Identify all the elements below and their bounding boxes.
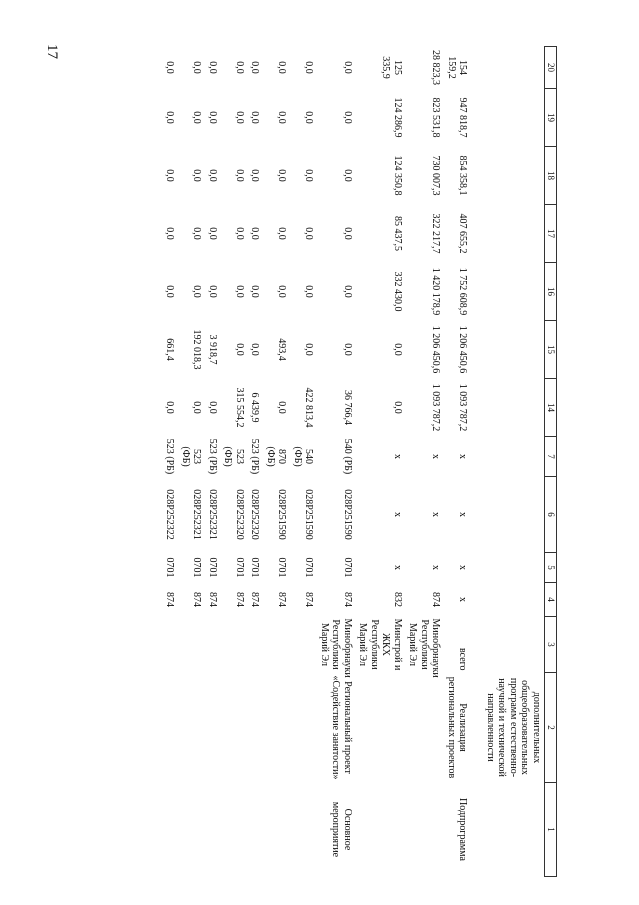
cell-c3: Минобрнауки Республики Марий Эл	[319, 618, 353, 678]
table-row	[220, 47, 247, 877]
cell-c7: х	[457, 454, 469, 459]
cell-c18: 0,0	[234, 169, 245, 182]
cell-c7: 523 (РБ)	[249, 438, 261, 475]
table-row	[263, 47, 290, 877]
cell-c2	[247, 673, 263, 783]
cell-c20: 0,0	[191, 61, 203, 74]
cell-c2	[205, 673, 221, 783]
cell-c14: 36 766,4	[342, 390, 353, 425]
cell-c14: 0,0	[164, 401, 176, 414]
cell-c14: 0,0	[207, 401, 218, 414]
cell-c16: 1 420 178,9	[430, 267, 442, 316]
col-header-15: 15	[545, 321, 557, 379]
cell-c16: 0,0	[234, 285, 245, 298]
table-row	[205, 47, 221, 877]
cell-c2	[220, 673, 247, 783]
cell-col2-continuation: дополнительных общеобразовательных программ естественно-научной и технической направленности	[485, 677, 542, 778]
cell-c14: 0,0	[276, 401, 288, 414]
col-header-2: 2	[545, 673, 557, 783]
cell-c1	[178, 783, 205, 877]
cell-c14: 315 554,2	[234, 387, 245, 428]
budget-table	[162, 46, 557, 877]
cell-c4: 874	[276, 592, 288, 607]
cell-c19: 947 818,7	[457, 97, 469, 138]
cell-c4: 874	[207, 592, 218, 607]
cell-c1	[162, 783, 178, 877]
table-row	[355, 47, 405, 877]
cell-c3	[162, 617, 178, 673]
cell-c4: 874	[234, 592, 245, 607]
col-header-4: 4	[545, 583, 557, 617]
cell-c19: 124 286,9	[392, 97, 403, 138]
cell-c4: 874	[249, 592, 261, 607]
cell-c6: 028P251590	[303, 489, 315, 540]
cell-c15: 0,0	[392, 343, 403, 356]
table-row	[444, 47, 471, 877]
cell-c5: 0701	[249, 557, 261, 578]
col-header-1: 1	[545, 783, 557, 877]
cell-c18: 0,0	[276, 169, 288, 182]
cell-c16: 0,0	[276, 285, 288, 298]
cell-c2	[290, 673, 317, 783]
cell-c20: 125 335,9	[380, 56, 403, 79]
table-body	[162, 47, 545, 877]
cell-c6: х	[457, 512, 469, 517]
cell-c7: 540 (РБ)	[342, 438, 353, 475]
cell-c16: 0,0	[164, 285, 176, 298]
cell-c17: 0,0	[249, 227, 261, 240]
cell-c16: 332 430,0	[392, 271, 403, 312]
cell-c5: 0701	[164, 557, 176, 578]
cell-c15: 0,0	[249, 343, 261, 356]
cell-c20: 0,0	[234, 61, 245, 74]
table-row-continuation	[471, 47, 545, 877]
cell-c16: 0,0	[207, 285, 218, 298]
cell-c20: 0,0	[164, 61, 176, 74]
cell-c3	[290, 617, 317, 673]
cell-c5: х	[392, 565, 403, 570]
cell-c1: Основное мероприятие	[330, 801, 353, 858]
cell-c15: 493,4	[276, 338, 288, 361]
cell-c2	[355, 673, 405, 783]
cell-c18: 0,0	[342, 169, 353, 182]
cell-c17: 0,0	[164, 227, 176, 240]
cell-c6: 028P251590	[276, 489, 288, 540]
cell-c19: 0,0	[207, 111, 218, 124]
cell-c18: 0,0	[303, 169, 315, 182]
cell-c6: х	[430, 512, 442, 517]
cell-c14: 0,0	[392, 401, 403, 414]
cell-c18: 124 350,8	[392, 155, 403, 196]
cell-c18: 0,0	[207, 169, 218, 182]
cell-c16: 0,0	[342, 285, 353, 298]
cell-c20: 0,0	[207, 61, 218, 74]
cell-c19: 0,0	[276, 111, 288, 124]
cell-c19: 0,0	[249, 111, 261, 124]
cell-c17: 0,0	[234, 227, 245, 240]
cell-c2	[178, 673, 205, 783]
table-row	[162, 47, 178, 877]
cell-c16: 0,0	[303, 285, 315, 298]
rotated-table-container	[2, 1, 557, 876]
col-header-16: 16	[545, 263, 557, 321]
cell-c3	[247, 617, 263, 673]
cell-c15: 661,4	[164, 338, 176, 361]
cell-c4: 874	[191, 592, 203, 607]
cell-c17: 0,0	[303, 227, 315, 240]
header-row	[545, 47, 557, 877]
cell-c20: 0,0	[249, 61, 261, 74]
cell-c5: 0701	[303, 557, 315, 578]
col-header-6: 6	[545, 477, 557, 553]
col-header-19: 19	[545, 89, 557, 147]
table-row	[317, 47, 356, 877]
cell-c4: 874	[342, 592, 353, 607]
cell-c14: 0,0	[191, 401, 203, 414]
cell-c1	[205, 783, 221, 877]
cell-c1	[355, 783, 405, 877]
cell-c17: 0,0	[207, 227, 218, 240]
col-header-18: 18	[545, 147, 557, 205]
cell-c2	[405, 673, 444, 783]
cell-c6: 028P252320	[249, 489, 261, 540]
cell-c20: 28 823,3	[430, 50, 442, 85]
page-number: 17	[44, 44, 60, 59]
cell-c19: 0,0	[234, 111, 245, 124]
cell-c3: всего	[457, 647, 469, 671]
cell-c5: х	[457, 565, 469, 570]
cell-c3: Минобрнауки Республики Марий Эл	[407, 618, 442, 678]
cell-c6: 028P252321	[191, 489, 203, 540]
cell-c19: 0,0	[191, 111, 203, 124]
cell-c3	[263, 617, 290, 673]
cell-c7: х	[392, 454, 403, 459]
cell-c5: 0701	[207, 557, 218, 578]
cell-c7: 540 (ФБ)	[292, 446, 315, 467]
cell-c7: 870 (ФБ)	[265, 446, 288, 467]
cell-c16: 0,0	[249, 285, 261, 298]
cell-c6: 028P252322	[164, 489, 176, 540]
table-row	[247, 47, 263, 877]
cell-c3: Минстрой и ЖКХ Республики Марий Эл	[357, 618, 403, 671]
cell-c18: 0,0	[164, 169, 176, 182]
cell-c15: 0,0	[342, 343, 353, 356]
table-row	[290, 47, 317, 877]
cell-c1: Подпрограмма	[457, 798, 469, 861]
cell-c4: 874	[430, 592, 442, 607]
cell-c5: 0701	[191, 557, 203, 578]
cell-c20: 0,0	[303, 61, 315, 74]
cell-c6: 028P251590	[342, 489, 353, 540]
col-header-14: 14	[545, 379, 557, 437]
cell-c18: 730 007,3	[430, 155, 442, 196]
cell-c5: 0701	[342, 557, 353, 578]
cell-c15: 192 018,3	[191, 329, 203, 370]
cell-c7: 523 (ФБ)	[180, 446, 203, 467]
table-row	[178, 47, 205, 877]
cell-c14: 422 813,4	[303, 387, 315, 428]
cell-c17: 85 437,5	[392, 216, 403, 251]
cell-c1	[405, 783, 444, 877]
col-header-20: 20	[545, 47, 557, 89]
col-header-17: 17	[545, 205, 557, 263]
col-header-7: 7	[545, 437, 557, 477]
cell-c14: 6 439,9	[249, 392, 261, 423]
cell-c15: 0,0	[234, 343, 245, 356]
cell-c16: 1 752 608,9	[457, 267, 469, 316]
cell-c1	[220, 783, 247, 877]
cell-c2	[162, 673, 178, 783]
cell-c18: 854 358,1	[457, 155, 469, 196]
cell-c4: х	[457, 597, 469, 602]
cell-c15: 3 918,7	[207, 334, 218, 365]
cell-c19: 0,0	[342, 111, 353, 124]
cell-c1	[263, 783, 290, 877]
cell-c17: 322 217,7	[430, 213, 442, 254]
cell-c4: 874	[303, 592, 315, 607]
cell-c1	[290, 783, 317, 877]
cell-c3	[220, 617, 247, 673]
cell-c2: Реализация региональных проектов	[446, 676, 469, 779]
cell-c5: 0701	[234, 557, 245, 578]
cell-c7: 523 (РБ)	[164, 438, 176, 475]
cell-c17: 407 655,2	[457, 213, 469, 254]
cell-c18: 0,0	[191, 169, 203, 182]
cell-c20: 154 159,2	[446, 56, 469, 79]
cell-c5: х	[430, 565, 442, 570]
cell-c17: 0,0	[342, 227, 353, 240]
cell-c3	[178, 617, 205, 673]
cell-c14: 1 093 787,2	[457, 383, 469, 432]
cell-c6: 028P252320	[234, 489, 245, 540]
cell-c1	[247, 783, 263, 877]
cell-c17: 0,0	[276, 227, 288, 240]
cell-c16: 0,0	[191, 285, 203, 298]
table-row	[405, 47, 444, 877]
cell-c15: 1 206 450,6	[430, 325, 442, 374]
cell-c7: х	[430, 454, 442, 459]
cell-c6: 028P252321	[207, 489, 218, 540]
cell-c7: 523 (ФБ)	[222, 446, 245, 467]
cell-c18: 0,0	[249, 169, 261, 182]
cell-c20: 0,0	[276, 61, 288, 74]
cell-c4: 832	[392, 592, 403, 607]
col-header-5: 5	[545, 553, 557, 583]
cell-c3	[205, 617, 221, 673]
cell-c19: 823 531,8	[430, 97, 442, 138]
cell-c7: 523 (РБ)	[207, 438, 218, 475]
cell-c5: 0701	[276, 557, 288, 578]
cell-c15: 0,0	[303, 343, 315, 356]
cell-c19: 0,0	[164, 111, 176, 124]
cell-c15: 1 206 450,6	[457, 325, 469, 374]
cell-c4: 874	[164, 592, 176, 607]
cell-c2	[263, 673, 290, 783]
cell-c19: 0,0	[303, 111, 315, 124]
cell-c14: 1 093 787,2	[430, 383, 442, 432]
col-header-3: 3	[545, 617, 557, 673]
cell-c20: 0,0	[342, 61, 353, 74]
cell-c2: Региональный проект «Содействие занятости»	[330, 675, 353, 780]
cell-c17: 0,0	[191, 227, 203, 240]
cell-c6: х	[392, 512, 403, 517]
